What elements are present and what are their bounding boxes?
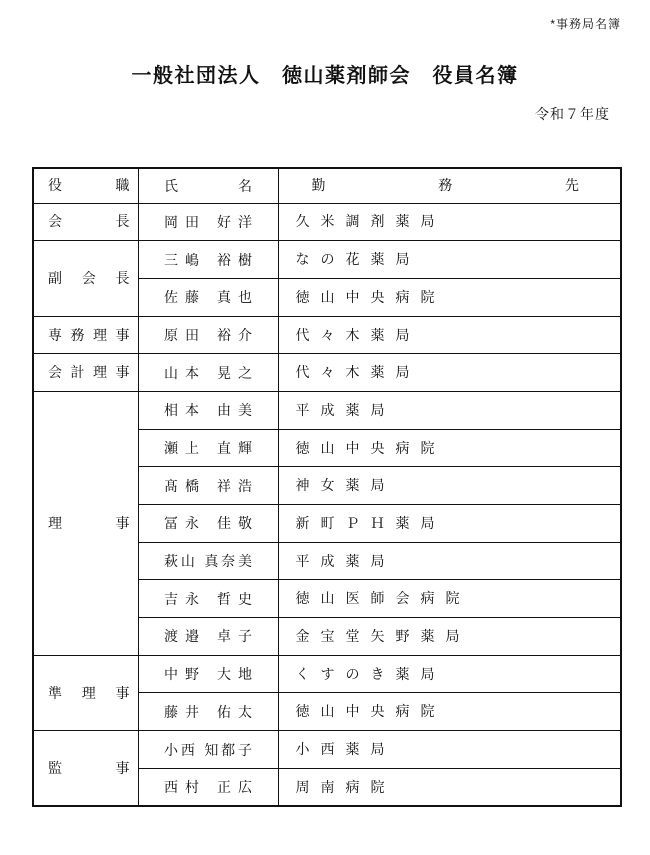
name-cell xyxy=(138,655,278,693)
name-cell xyxy=(138,429,278,467)
name-cell xyxy=(138,278,278,316)
workplace-cell xyxy=(278,203,621,241)
page-title: 一般社団法人 徳山薬剤師会 役員名簿 xyxy=(131,65,519,87)
workplace-cell xyxy=(278,618,621,656)
roster-row xyxy=(33,203,621,241)
member-workplace: 平成薬局 xyxy=(295,552,396,569)
member-workplace: 徳山中央病院 xyxy=(295,439,446,456)
member-workplace: 金宝堂矢野薬局 xyxy=(295,628,471,644)
position-cell: 副会長 xyxy=(33,241,138,316)
name-cell xyxy=(138,203,278,241)
officer-roster-table xyxy=(32,167,622,807)
workplace-cell xyxy=(278,391,621,429)
name-cell xyxy=(138,316,278,354)
member-workplace: なの花薬局 xyxy=(295,251,421,268)
member-workplace: 平成薬局 xyxy=(295,401,396,418)
member-name: 原田 裕介 xyxy=(164,326,252,343)
position-cell: 会計理事 xyxy=(33,354,138,392)
name-cell xyxy=(138,618,278,656)
header-row xyxy=(33,168,621,203)
member-name: 瀬上 直輝 xyxy=(164,440,252,457)
member-workplace: 徳山中央病院 xyxy=(295,288,446,305)
name-cell xyxy=(138,768,278,806)
workplace-cell xyxy=(278,505,621,543)
workplace-cell xyxy=(278,429,621,467)
roster-row xyxy=(33,316,621,354)
name-cell xyxy=(138,354,278,392)
position-cell: 会長 xyxy=(33,203,138,241)
member-name: 萩山 真奈美 xyxy=(164,553,252,570)
position-cell: 専務理事 xyxy=(33,316,138,354)
member-name: 相本 由美 xyxy=(164,402,252,419)
workplace-cell xyxy=(278,580,621,618)
member-workplace: くすのき薬局 xyxy=(295,665,446,682)
name-cell xyxy=(138,505,278,543)
workplace-cell xyxy=(278,278,621,316)
member-name: 三嶋 裕樹 xyxy=(164,251,252,268)
name-cell xyxy=(138,542,278,580)
roster-table-body xyxy=(33,203,621,806)
roster-row xyxy=(33,655,621,693)
workplace-cell xyxy=(278,241,621,279)
member-name: 吉永 哲史 xyxy=(164,590,252,607)
member-name: 小西 知都子 xyxy=(164,741,252,758)
member-workplace: 徳山医師会病院 xyxy=(295,590,471,607)
name-cell xyxy=(138,693,278,731)
header-name xyxy=(138,168,278,203)
workplace-cell xyxy=(278,693,621,731)
member-workplace: 代々木薬局 xyxy=(295,326,421,343)
office-roster-note: *事務局名簿 xyxy=(550,17,621,31)
position-cell: 監事 xyxy=(33,731,138,806)
header-name-label: 氏名 xyxy=(164,177,252,194)
roster-row xyxy=(33,354,621,392)
roster-row xyxy=(33,391,621,429)
member-name: 佐藤 真也 xyxy=(164,289,252,306)
position-cell: 準理事 xyxy=(33,655,138,730)
name-cell xyxy=(138,731,278,769)
workplace-cell xyxy=(278,467,621,505)
workplace-cell xyxy=(278,655,621,693)
workplace-cell xyxy=(278,354,621,392)
member-name: 冨永 佳敬 xyxy=(164,515,252,532)
member-name: 髙橋 祥浩 xyxy=(164,477,252,494)
member-name: 渡邉 卓子 xyxy=(164,628,252,645)
member-name: 山本 晃之 xyxy=(164,364,252,381)
name-cell xyxy=(138,580,278,618)
member-workplace: 徳山中央病院 xyxy=(295,703,446,720)
member-name: 藤井 佑太 xyxy=(164,703,252,720)
fiscal-year-label: 令和７年度 xyxy=(535,106,610,122)
roster-row xyxy=(33,731,621,769)
name-cell xyxy=(138,391,278,429)
name-cell xyxy=(138,467,278,505)
member-workplace: 小西薬局 xyxy=(295,741,396,758)
position-cell: 理事 xyxy=(33,391,138,655)
name-cell xyxy=(138,241,278,279)
roster-table-header xyxy=(33,168,621,203)
member-workplace: 代々木薬局 xyxy=(295,364,421,381)
member-name: 西村 正広 xyxy=(164,778,252,795)
workplace-cell xyxy=(278,768,621,806)
header-workplace: 勤務先 xyxy=(278,168,621,203)
roster-row xyxy=(33,241,621,279)
member-workplace: 久米調剤薬局 xyxy=(295,213,446,230)
member-workplace: 神女薬局 xyxy=(295,477,396,494)
workplace-cell xyxy=(278,542,621,580)
member-workplace: 周南病院 xyxy=(295,778,396,795)
member-workplace: 新町ＰＨ薬局 xyxy=(295,514,446,531)
workplace-cell xyxy=(278,316,621,354)
workplace-cell xyxy=(278,731,621,769)
member-name: 岡田 好洋 xyxy=(164,213,252,230)
header-position: 役職 xyxy=(33,168,138,203)
member-name: 中野 大地 xyxy=(164,666,252,683)
